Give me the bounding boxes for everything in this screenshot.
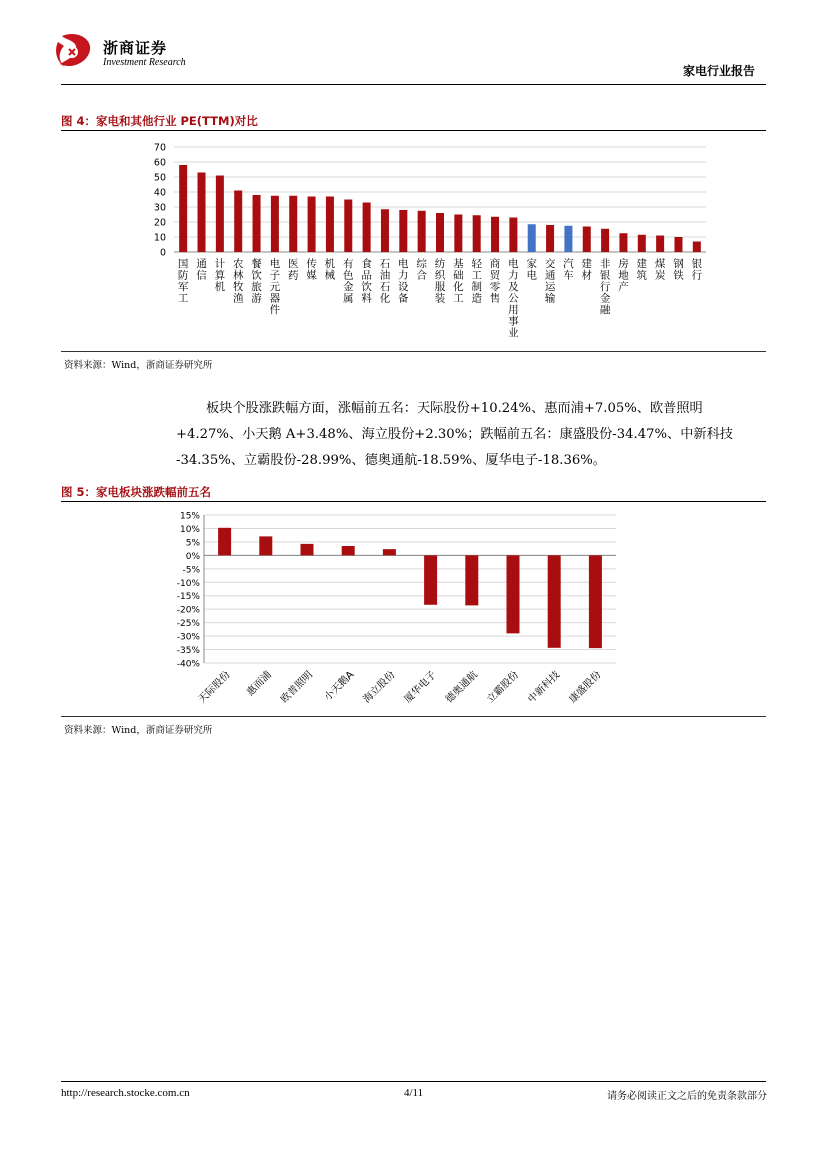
footer-url[interactable]: http://research.stocke.com.cn	[61, 1087, 190, 1099]
bar	[259, 536, 272, 555]
x-tick-label: 食品饮料	[361, 258, 372, 305]
x-tick-label: 厦华电子	[402, 669, 439, 706]
paragraph-line: -34.35%、立霸股份-28.99%、德奥通航-18.59%、厦华电子-18.36%。	[176, 453, 606, 468]
body-paragraph	[176, 396, 776, 474]
figure4-source: 资料来源：Wind，浙商证券研究所	[64, 360, 213, 371]
x-tick-label: 电力及公用事业	[508, 258, 519, 339]
x-tick-label: 综合	[416, 258, 427, 282]
bar	[342, 546, 355, 555]
y-tick-label: -40%	[176, 659, 200, 670]
x-tick-label: 天际股份	[196, 669, 233, 706]
y-tick-label: 30	[153, 202, 166, 214]
x-tick-label: 房地产	[618, 258, 629, 293]
y-tick-label: -15%	[176, 592, 200, 603]
x-tick-label: 煤炭	[654, 258, 666, 282]
x-tick-label: 通信	[196, 258, 207, 282]
x-tick-label: 建筑	[636, 258, 648, 282]
x-tick-label: 德奥通航	[443, 669, 480, 706]
figure5-bottom-rule	[61, 716, 766, 717]
x-tick-label: 立霸股份	[485, 669, 522, 706]
figure5-chart	[61, 505, 766, 715]
bar	[234, 191, 242, 253]
bar	[271, 196, 279, 252]
paragraph-line: 板块个股涨跌幅方面，涨幅前五名：天际股份+10.24%、惠而浦+7.05%、欧普照明	[206, 401, 703, 416]
y-tick-label: 70	[153, 142, 166, 154]
x-tick-label: 钢铁	[673, 258, 684, 282]
bar	[583, 227, 591, 253]
x-tick-label: 家电	[526, 258, 537, 282]
y-tick-label: 0%	[185, 551, 200, 562]
y-tick-label: -25%	[176, 619, 200, 630]
bar	[473, 215, 481, 252]
x-tick-label: 海立股份	[361, 669, 398, 706]
bar	[589, 555, 602, 648]
x-tick-label: 轻工制造	[471, 258, 482, 305]
bar	[693, 242, 701, 253]
y-tick-label: -35%	[176, 646, 200, 657]
bar	[465, 555, 478, 605]
bar	[344, 200, 352, 253]
bar	[399, 210, 407, 252]
x-tick-label: 电力设备	[398, 258, 409, 305]
figure4-chart	[61, 136, 766, 348]
y-tick-label: 5%	[185, 538, 200, 549]
y-tick-label: -5%	[182, 565, 200, 576]
header-rule	[61, 84, 766, 85]
x-tick-label: 电子元器件	[269, 258, 281, 316]
bar	[216, 176, 224, 253]
bar	[381, 209, 389, 252]
figure5-title: 图 5：家电板块涨跌幅前五名	[61, 485, 212, 499]
x-tick-label: 惠而浦	[244, 669, 274, 699]
y-tick-label: -20%	[176, 605, 200, 616]
y-tick-label: 40	[153, 187, 166, 199]
x-tick-label: 机械	[324, 258, 336, 282]
x-tick-label: 计算机	[214, 258, 226, 293]
figure4-top-rule	[61, 130, 766, 131]
figure5-source: 资料来源：Wind，浙商证券研究所	[64, 725, 213, 736]
x-tick-label: 有色金属	[343, 258, 354, 305]
bar	[601, 229, 609, 252]
bar	[546, 225, 554, 252]
bar	[218, 528, 231, 556]
x-tick-label: 农林牧渔	[232, 258, 244, 305]
bar	[491, 217, 499, 252]
brand-name-en: Investment Research	[103, 57, 186, 68]
bar	[289, 196, 297, 252]
bar	[619, 233, 627, 252]
bar	[253, 195, 261, 252]
bar	[308, 197, 316, 253]
bar	[198, 173, 206, 253]
footer-rule	[61, 1081, 766, 1082]
bar	[656, 236, 664, 253]
bar	[507, 555, 520, 633]
x-tick-label: 纺织服装	[434, 258, 446, 305]
y-tick-label: -10%	[176, 578, 200, 589]
y-tick-label: 20	[153, 217, 166, 229]
bar	[383, 549, 396, 555]
bar	[509, 218, 517, 253]
paragraph-line: +4.27%、小天鹅 A+3.48%、海立股份+2.30%；跌幅前五名：康盛股份-34.47%、中新科技	[176, 427, 733, 442]
brand-name-cn: 浙商证券	[103, 39, 168, 57]
x-tick-label: 基础化工	[453, 258, 464, 305]
bar	[424, 555, 437, 604]
bar	[301, 544, 314, 555]
x-tick-label: 交通运输	[544, 258, 556, 305]
page-number: 4/11	[404, 1087, 424, 1099]
y-tick-label: 10%	[179, 524, 200, 535]
company-logo	[52, 32, 96, 72]
bar	[326, 197, 334, 253]
bar	[638, 235, 646, 252]
x-tick-label: 石油石化	[379, 258, 391, 305]
figure4-bottom-rule	[61, 351, 766, 352]
bar	[548, 555, 561, 647]
x-tick-label: 康盛股份	[567, 669, 604, 706]
figure5-top-rule	[61, 501, 766, 502]
y-tick-label: 60	[153, 157, 166, 169]
x-tick-label: 建材	[581, 258, 593, 282]
bar	[528, 224, 536, 252]
bar	[418, 211, 426, 252]
bar	[436, 213, 444, 252]
x-tick-label: 医药	[287, 258, 299, 282]
x-tick-label: 小天鹅A	[322, 669, 357, 704]
x-tick-label: 汽车	[563, 258, 574, 282]
bar	[363, 203, 371, 253]
x-tick-label: 非银行金融	[599, 258, 611, 316]
x-tick-label: 传媒	[306, 258, 317, 282]
y-tick-label: 15%	[179, 511, 200, 522]
bar	[564, 226, 572, 252]
footer-disclaimer: 请务必阅读正文之后的免责条款部分	[607, 1091, 767, 1102]
bar	[179, 165, 187, 252]
report-type: 家电行业报告	[682, 64, 755, 78]
bar	[454, 215, 462, 253]
y-tick-label: 10	[153, 232, 166, 244]
y-tick-label: 50	[153, 172, 166, 184]
y-tick-label: -30%	[176, 632, 200, 643]
x-tick-label: 国防军工	[177, 258, 189, 305]
figure4-title: 图 4：家电和其他行业 PE(TTM)对比	[61, 114, 258, 128]
x-tick-label: 餐饮旅游	[251, 258, 262, 305]
y-tick-label: 0	[159, 247, 166, 259]
x-tick-label: 欧普照明	[279, 669, 316, 706]
x-tick-label: 商贸零售	[489, 258, 501, 305]
bar	[674, 237, 682, 252]
x-tick-label: 银行	[691, 258, 703, 282]
x-tick-label: 中新科技	[526, 669, 563, 706]
